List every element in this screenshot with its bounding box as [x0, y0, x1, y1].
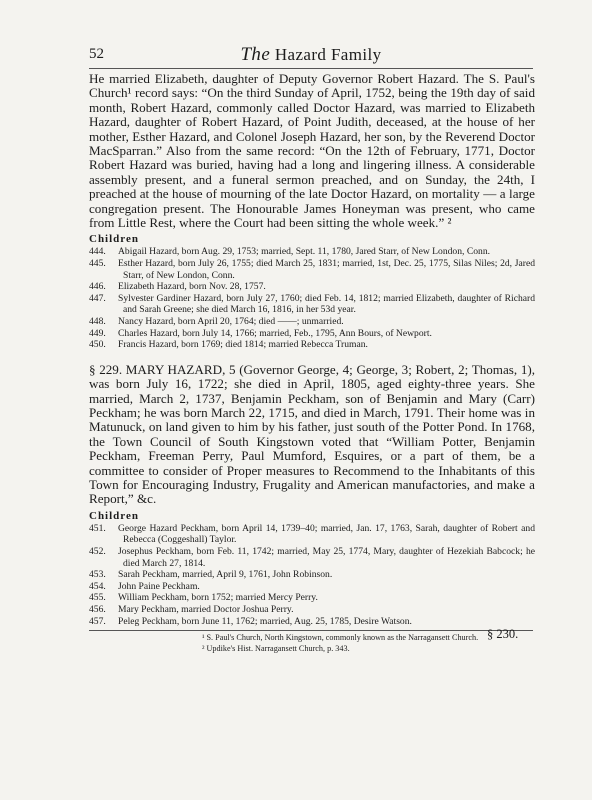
paragraph-robert-hazard: He married Elizabeth, daughter of Deputy Governor Robert Hazard. The S. Paul's Church¹ record says: “On the third Sunday of April, 1752, being the 19th day of said month, Robert Hazard, commonly called Doctor Hazard, was married to Elizabeth Hazard, daughter of Robert Hazard, of Point Judith, deceased, at the house of her mother, Esther Hazard, and Colonel Joseph Hazard, her son, by the Reverend Doctor MacSparran.” Also from the same record: “On the 12th of February, 1771, Doctor Robert Hazard was buried, having had a long and lingering illness. A considerable assembly present, and a funeral sermon preached, and on Sunday, the 24th, I preached at the house of mourning of the late Doctor Hazard, on mortality — a large congregation present. The Honourable James Honeyman was present, who came from Little Rest, where the Court had been sitting the whole week.” ²: [89, 71, 535, 231]
paragraph-mary-hazard: § 229. MARY HAZARD, 5 (Governor George, 4; George, 3; Robert, 2; Thomas, 1), was born July 16, 1722; she died in April, 1805, aged eighty-three years. She married, March 2, 1737, Benjamin Peckham, son of Benjamin and Mary (Carr) Peckham; he was born March 22, 1715, and died in March, 1791. Their home was in Matunuck, on land given to him by his father, just south of the Potter Pond. In 1768, the Town Council of South Kingstown voted that “William Potter, Benjamin Peckham, Freeman Perry, Paul Mumford, Esquires, or a part of them, be a committee to consider of Proper measures to Recommend to the Inhabitants of this Town for Encouraging Industry, Frugality and American manufactories, and make a Report,” &c.: [89, 361, 535, 507]
child-entry: 445. Esther Hazard, born July 26, 1755; died March 25, 1831; married, 1st, Dec. 25, 1775, Silas Niles; 2d, Jared Starr, of New London, Conn.: [89, 258, 535, 281]
children-list: [89, 246, 535, 350]
child-entry: 444. Abigail Hazard, born Aug. 29, 1753; married, Sept. 11, 1780, Jared Starr, of New London, Conn.: [89, 246, 491, 258]
child-entry: 449. Charles Hazard, born July 14, 1766; married, Feb., 1795, Ann Bours, of Newport.: [89, 327, 432, 339]
child-entry: 446. Elizabeth Hazard, born Nov. 28, 1757.: [89, 281, 266, 293]
child-entry: 450. Francis Hazard, born 1769; died 1814; married Rebecca Truman.: [89, 339, 368, 351]
child-entry: 456. Mary Peckham, married Doctor Joshua Perry.: [89, 604, 294, 616]
children-heading: Children: [89, 233, 139, 246]
child-entry: 448. Nancy Hazard, born April 20, 1764; died ——; unmarried.: [89, 316, 344, 328]
header-rule: [89, 68, 533, 69]
footnote: ¹ S. Paul's Church, North Kingstown, commonly known as the Narragansett Church.: [202, 633, 479, 643]
child-entry: 452. Josephus Peckham, born Feb. 11, 1742; married, May 25, 1774, Mary, daughter of Hezekiah Babcock; he died March 27, 1814.: [89, 546, 535, 569]
running-title: [89, 44, 533, 66]
page-number: 52: [89, 46, 104, 62]
running-title-rest: Hazard Family: [274, 45, 382, 64]
footnote-rule: [89, 630, 533, 631]
children-heading: Children: [89, 509, 139, 522]
child-entry: 451. George Hazard Peckham, born April 14, 1739–40; married, Jan. 17, 1763, Sarah, daughter of Robert and Rebecca (Coggeshall) Taylor.: [89, 522, 535, 546]
child-entry: 454. John Paine Peckham.: [89, 580, 200, 592]
child-entry: 447. Sylvester Gardiner Hazard, born July 27, 1760; died Feb. 14, 1812; married Elizabeth, daughter of Richard and Sarah Greene; she died March 16, 1816, in her 53d year.: [89, 292, 535, 316]
running-title-the: The: [240, 44, 271, 65]
child-entry: 453. Sarah Peckham, married, April 9, 1761, John Robinson.: [89, 569, 333, 581]
footnote: ² Updike's Hist. Narragansett Church, p. 343.: [202, 643, 350, 653]
child-entry: 455. William Peckham, born 1752; married Mercy Perry.: [89, 592, 318, 604]
footnotes: [89, 633, 535, 654]
child-entry: 457. Peleg Peckham, born June 11, 1762; married, Aug. 25, 1785, Desire Watson.: [89, 615, 412, 627]
page-body: [89, 72, 535, 654]
running-header: [89, 44, 533, 66]
children-list: [89, 523, 535, 627]
next-section-marker: § 230.: [487, 627, 519, 641]
